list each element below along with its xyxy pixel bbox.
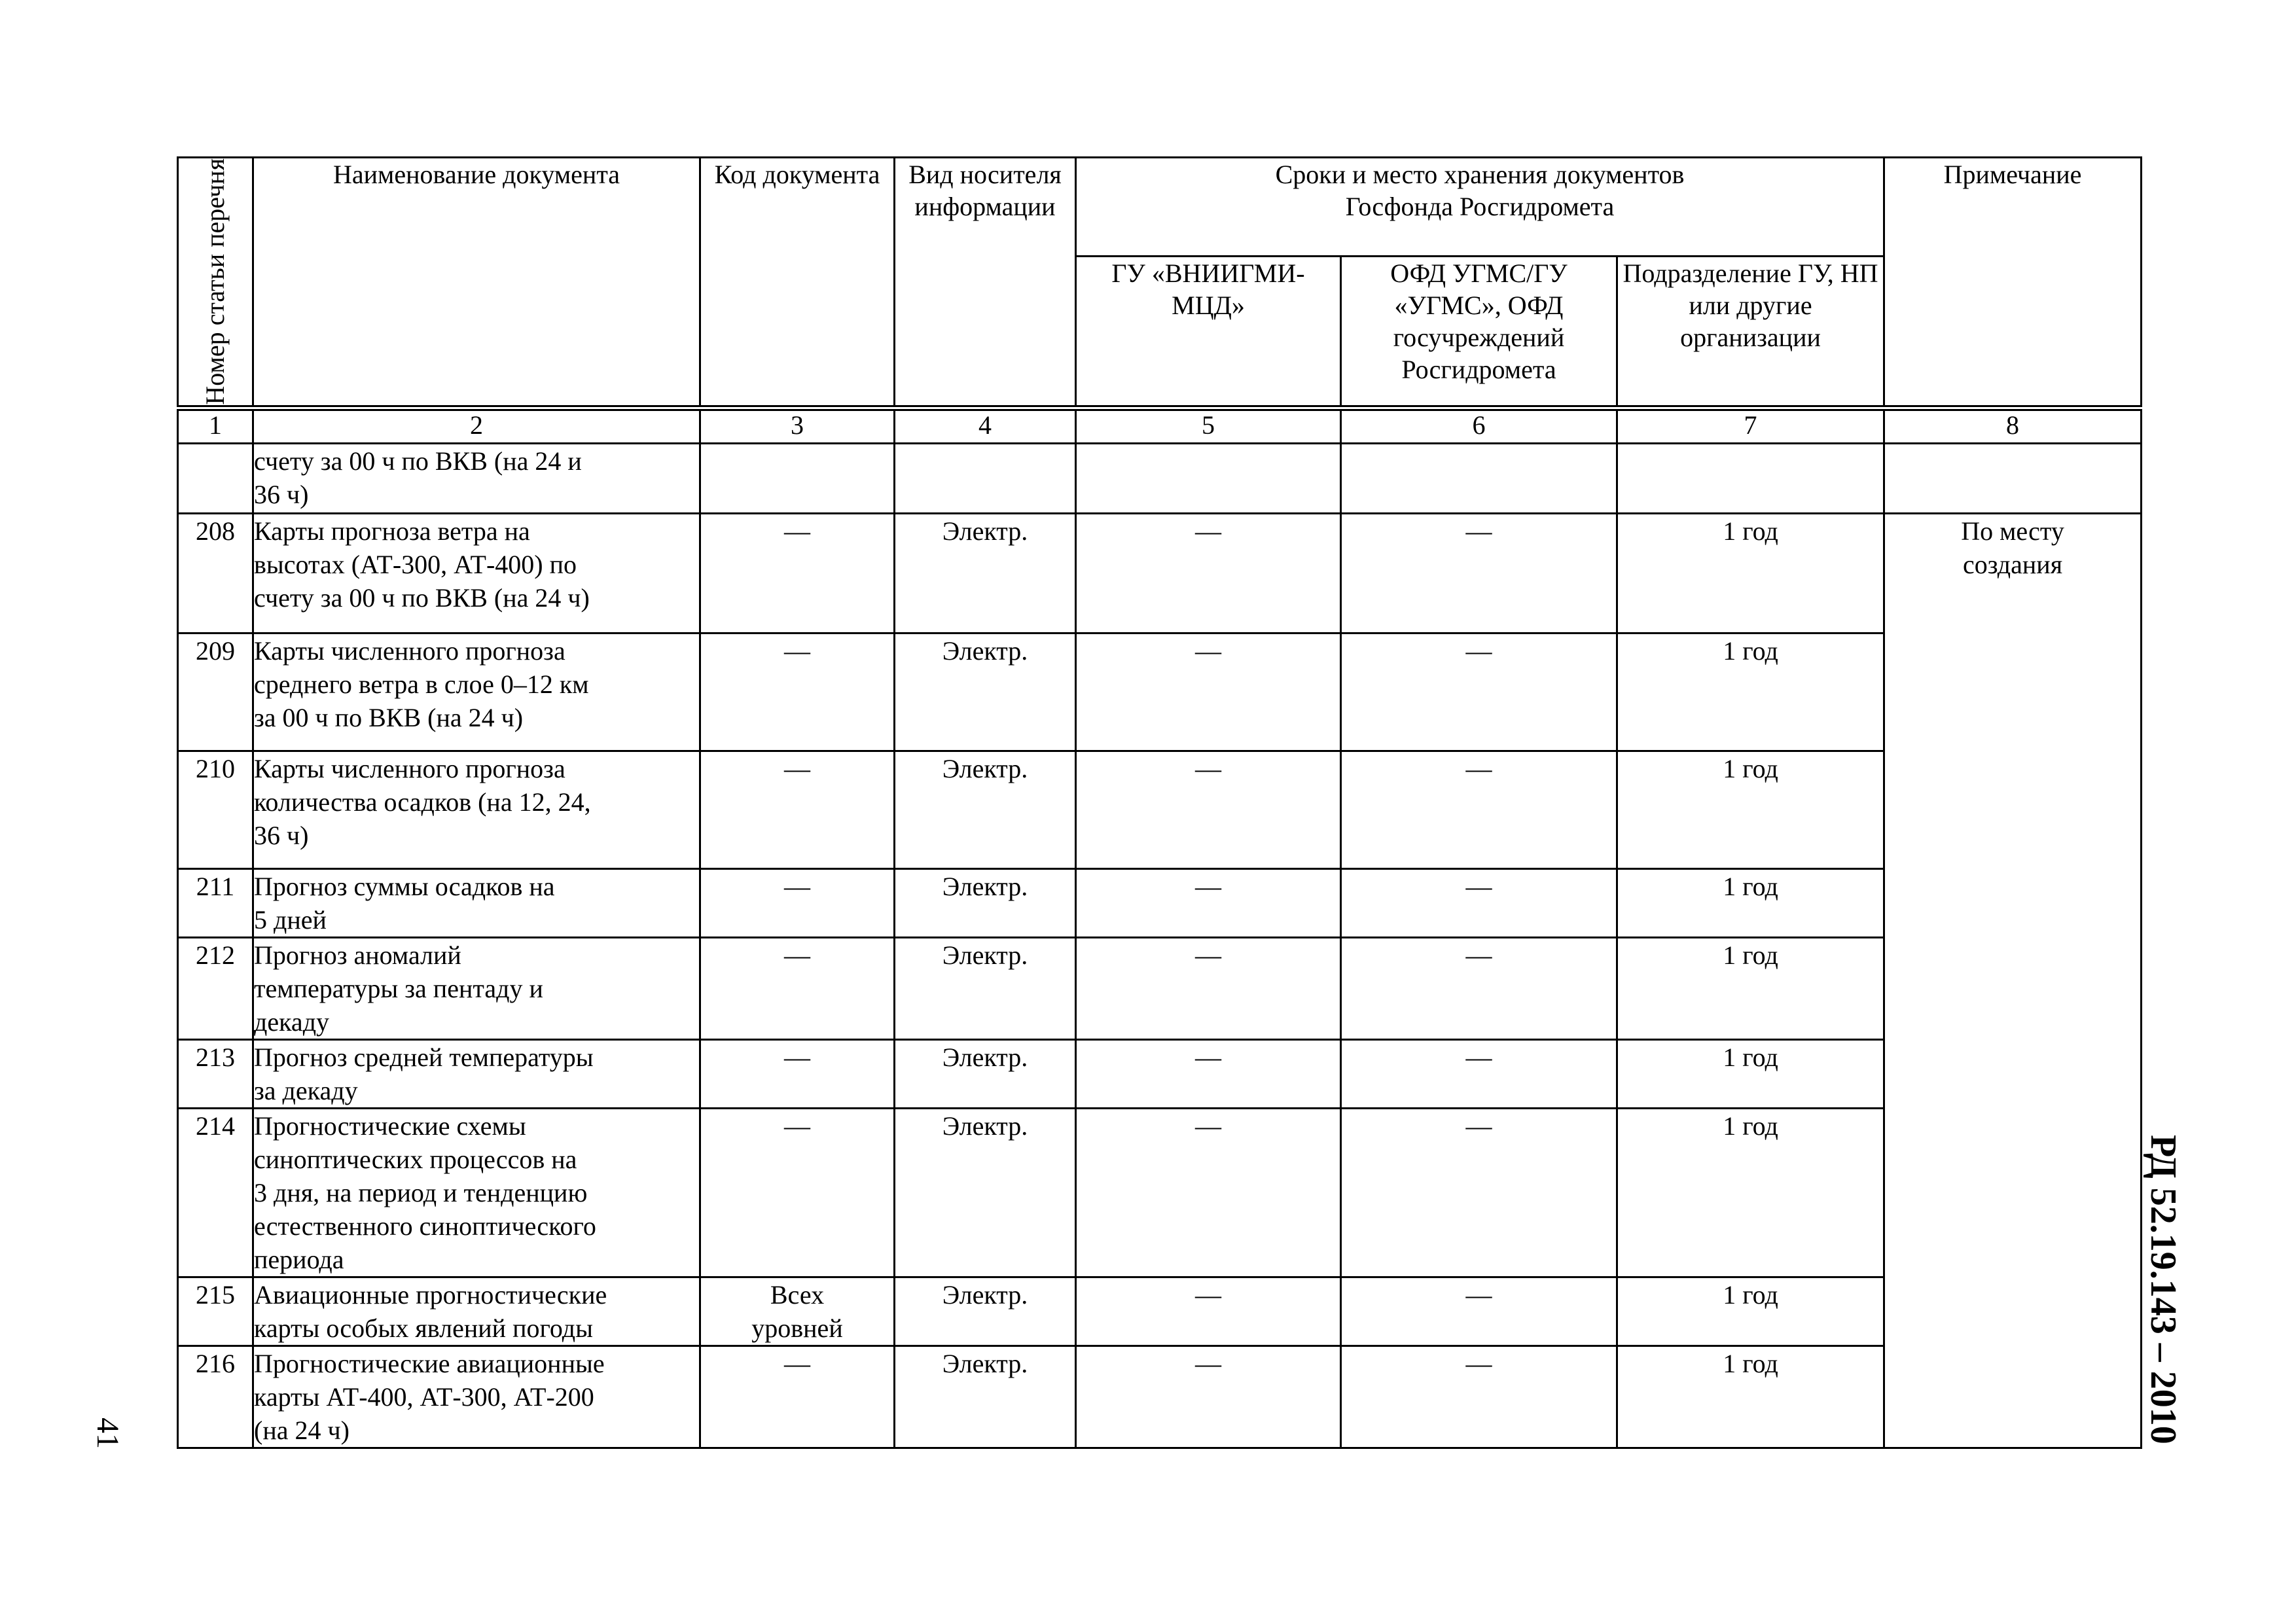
column-number: 8: [1884, 408, 2142, 443]
cell-c7: [1617, 443, 1884, 513]
cell-c5: —: [1076, 868, 1341, 937]
cell-c7: 1 год: [1617, 633, 1884, 751]
cell-medium: Электр.: [895, 1346, 1076, 1448]
table-row: [178, 937, 2142, 1039]
cell-c7: 1 год: [1617, 868, 1884, 937]
cell-c6: —: [1341, 1277, 1617, 1346]
cell-c5: —: [1076, 1108, 1341, 1277]
cell-medium: Электр.: [895, 1108, 1076, 1277]
column-number: 5: [1076, 408, 1341, 443]
cell-medium: Электр.: [895, 1039, 1076, 1108]
cell-c5: —: [1076, 1346, 1341, 1448]
cell-c7: 1 год: [1617, 1108, 1884, 1277]
header-vniigmi: [1076, 257, 1341, 408]
cell-c6: [1341, 443, 1617, 513]
header-article-number-label: Номер статьи перечня: [200, 158, 230, 405]
cell-name: Прогноз суммы осадков на 5 дней: [253, 868, 700, 937]
header-document-name-label: Наименование документа: [332, 160, 620, 189]
table-row: [178, 1277, 2142, 1346]
table-row: [178, 868, 2142, 937]
cell-medium: Электр.: [895, 1277, 1076, 1346]
header-note-label: Примечание: [1943, 160, 2082, 189]
column-number: 3: [700, 408, 895, 443]
table-row: [178, 1108, 2142, 1277]
cell-c5: —: [1076, 633, 1341, 751]
cell-num: 212: [178, 937, 253, 1039]
column-number: 7: [1617, 408, 1884, 443]
cell-c7: 1 год: [1617, 1346, 1884, 1448]
cell-c7: 1 год: [1617, 513, 1884, 633]
cell-c5: —: [1076, 751, 1341, 868]
cell-num: 211: [178, 868, 253, 937]
cell-name: Карты численного прогноза количества осадков (на 12, 24, 36 ч): [253, 751, 700, 868]
header-subdivision-label: Подразделение ГУ, НП или другие организации: [1623, 259, 1878, 353]
table-row: [178, 633, 2142, 751]
header-document-name: [253, 158, 700, 408]
cell-c5: —: [1076, 937, 1341, 1039]
table-row-continuation: [178, 443, 2142, 513]
cell-code: —: [700, 1108, 895, 1277]
cell-num: [178, 443, 253, 513]
cell-medium: Электр.: [895, 633, 1076, 751]
header-article-number: [178, 158, 253, 408]
cell-c6: —: [1341, 633, 1617, 751]
cell-c5: —: [1076, 1277, 1341, 1346]
cell-c5: —: [1076, 513, 1341, 633]
cell-c7: 1 год: [1617, 1277, 1884, 1346]
cell-code: —: [700, 868, 895, 937]
cell-code: [700, 443, 895, 513]
cell-c5: —: [1076, 1039, 1341, 1108]
cell-name: Прогностические схемы синоптических процессов на 3 дня, на период и тенденцию естественного синоптического периода: [253, 1108, 700, 1277]
cell-code: —: [700, 633, 895, 751]
cell-num: 208: [178, 513, 253, 633]
cell-note: [1884, 443, 2142, 513]
header-storage-group-label: Сроки и место хранения документов Госфонда Росгидромета: [1275, 160, 1685, 221]
cell-num: 215: [178, 1277, 253, 1346]
column-number: 1: [178, 408, 253, 443]
cell-num: 214: [178, 1108, 253, 1277]
cell-medium: Электр.: [895, 937, 1076, 1039]
cell-medium: Электр.: [895, 751, 1076, 868]
header-storage-group: [1076, 158, 1884, 257]
document-table: [177, 156, 2142, 1449]
cell-name: Прогностические авиационные карты АТ-400, АТ-300, АТ-200 (на 24 ч): [253, 1346, 700, 1448]
column-number: 2: [253, 408, 700, 443]
cell-code: Всех уровней: [700, 1277, 895, 1346]
continuation-text: счету за 00 ч по ВКВ (на 24 и 36 ч): [254, 446, 582, 509]
cell-code: —: [700, 937, 895, 1039]
cell-c6: —: [1341, 1108, 1617, 1277]
table-row: [178, 1346, 2142, 1448]
table-row: [178, 513, 2142, 633]
cell-name: Авиационные прогностические карты особых явлений погоды: [253, 1277, 700, 1346]
cell-note-merged: По месту создания: [1884, 513, 2142, 1448]
cell-c7: 1 год: [1617, 751, 1884, 868]
cell-name: Прогноз аномалий температуры за пентаду и декаду: [253, 937, 700, 1039]
cell-c6: —: [1341, 868, 1617, 937]
cell-num: 210: [178, 751, 253, 868]
cell-medium: Электр.: [895, 513, 1076, 633]
cell-num: 216: [178, 1346, 253, 1448]
cell-num: 209: [178, 633, 253, 751]
cell-c6: —: [1341, 751, 1617, 868]
header-medium-type-label: Вид носителя информации: [908, 160, 1062, 221]
cell-c6: —: [1341, 937, 1617, 1039]
cell-medium: [895, 443, 1076, 513]
cell-num: 213: [178, 1039, 253, 1108]
cell-name: [253, 443, 700, 513]
cell-name: Карты численного прогноза среднего ветра в слое 0–12 км за 00 ч по ВКВ (на 24 ч): [253, 633, 700, 751]
cell-c7: 1 год: [1617, 1039, 1884, 1108]
header-ofd-ugms-label: ОФД УГМС/ГУ «УГМС», ОФД госучреждений Росгидромета: [1390, 259, 1568, 385]
table-row: [178, 1039, 2142, 1108]
cell-c5: [1076, 443, 1341, 513]
header-medium-type: [895, 158, 1076, 408]
cell-c7: 1 год: [1617, 937, 1884, 1039]
header-note: [1884, 158, 2142, 408]
column-number: 4: [895, 408, 1076, 443]
column-number-row: [178, 408, 2142, 443]
cell-code: —: [700, 513, 895, 633]
cell-code: —: [700, 1346, 895, 1448]
header-document-code: [700, 158, 895, 408]
header-vniigmi-label: ГУ «ВНИИГМИ-МЦД»: [1111, 259, 1305, 321]
cell-code: —: [700, 751, 895, 868]
page-number: 41: [90, 1418, 125, 1449]
header-subdivision: [1617, 257, 1884, 408]
document-code: РД 52.19.143 – 2010: [2143, 1134, 2183, 1444]
header-ofd-ugms: [1341, 257, 1617, 408]
cell-c6: —: [1341, 513, 1617, 633]
cell-c6: —: [1341, 1039, 1617, 1108]
cell-code: —: [700, 1039, 895, 1108]
cell-name: Прогноз средней температуры за декаду: [253, 1039, 700, 1108]
cell-name: Карты прогноза ветра на высотах (АТ-300, АТ-400) по счету за 00 ч по ВКВ (на 24 ч): [253, 513, 700, 633]
column-number: 6: [1341, 408, 1617, 443]
header-document-code-label: Код документа: [714, 160, 880, 189]
cell-c6: —: [1341, 1346, 1617, 1448]
table-row: [178, 751, 2142, 868]
cell-medium: Электр.: [895, 868, 1076, 937]
